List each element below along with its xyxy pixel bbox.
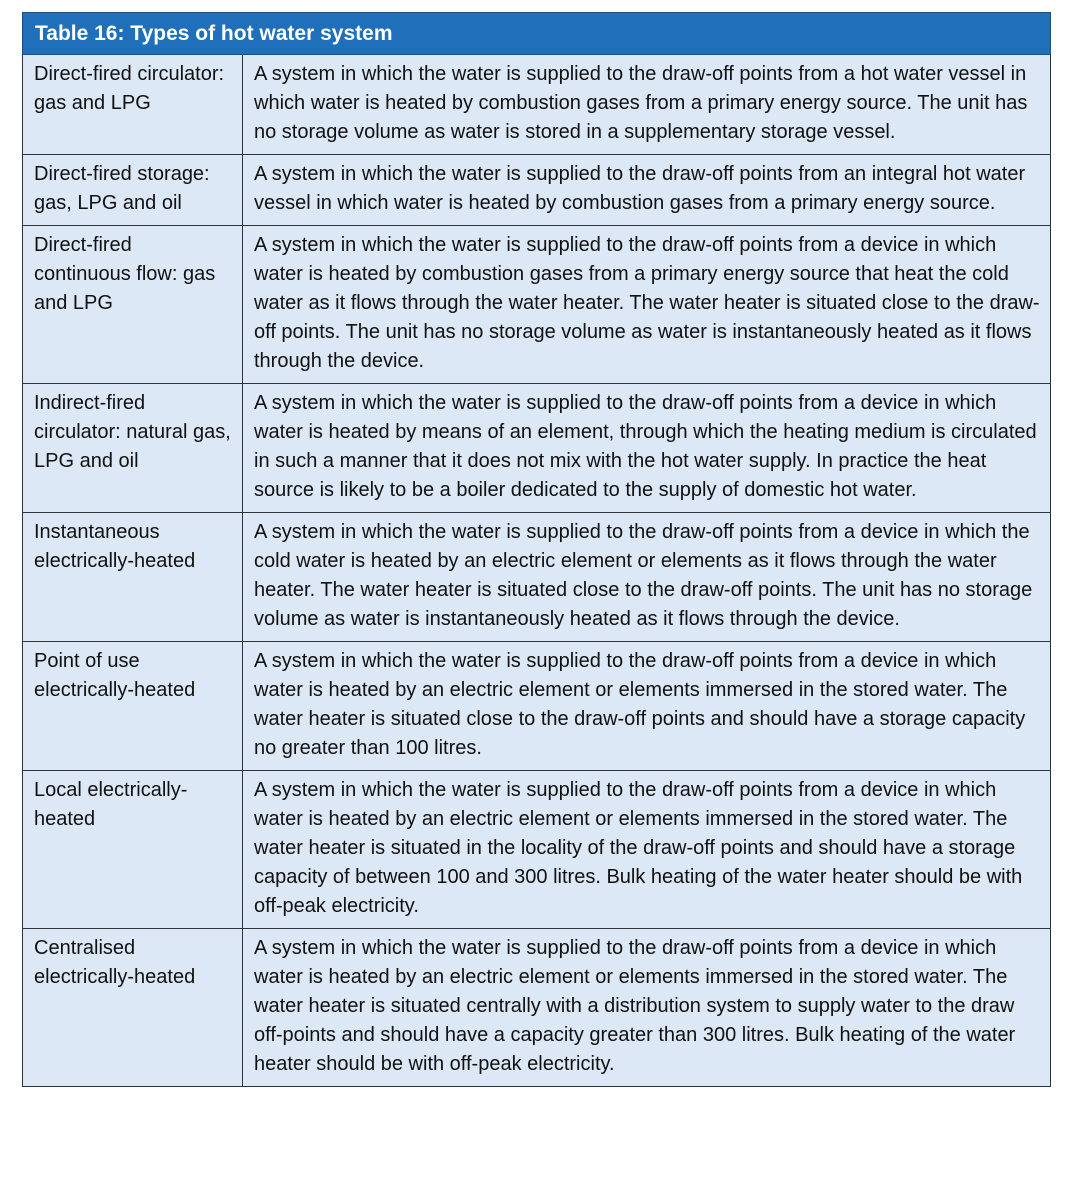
table-title-row [23, 13, 1051, 55]
table-row [23, 513, 1051, 642]
table-row [23, 642, 1051, 771]
hot-water-systems-table [22, 12, 1051, 1087]
system-description-cell: A system in which the water is supplied to the draw-off points from a device in which water is heated by an electric element or elements immersed in the stored water. The water heater is situated in the locality of the draw-off points and should have a storage capacity of between 100 and 300 litres. Bulk heating of the water heater should be with off-peak electricity. [243, 771, 1051, 929]
table-row [23, 771, 1051, 929]
system-type-cell: Direct-fired continuous flow: gas and LPG [23, 226, 243, 384]
system-type-cell: Local electrically-heated [23, 771, 243, 929]
system-description-cell: A system in which the water is supplied to the draw-off points from a hot water vessel in which water is heated by combustion gases from a primary energy source. The unit has no storage volume as water is stored in a supplementary storage vessel. [243, 55, 1051, 155]
system-description-cell: A system in which the water is supplied to the draw-off points from a device in which water is heated by an electric element or elements immersed in the stored water. The water heater is situated centrally with a distribution system to supply water to the draw off-points and should have a capacity greater than 300 litres. Bulk heating of the water heater should be with off-peak electricity. [243, 929, 1051, 1087]
table-row [23, 55, 1051, 155]
system-description-cell: A system in which the water is supplied to the draw-off points from a device in which water is heated by an electric element or elements immersed in the stored water. The water heater is situated close to the draw-off points and should have a storage capacity no greater than 100 litres. [243, 642, 1051, 771]
table-title: Table 16: Types of hot water system [23, 13, 1051, 55]
system-type-cell: Instantaneous electrically-heated [23, 513, 243, 642]
system-type-cell: Direct-fired storage: gas, LPG and oil [23, 155, 243, 226]
table-row [23, 155, 1051, 226]
system-type-cell: Indirect-fired circulator: natural gas, LPG and oil [23, 384, 243, 513]
table-row [23, 226, 1051, 384]
system-description-cell: A system in which the water is supplied to the draw-off points from a device in which water is heated by means of an element, through which the heating medium is circulated in such a manner that it does not mix with the hot water supply. In practice the heat source is likely to be a boiler dedicated to the supply of domestic hot water. [243, 384, 1051, 513]
system-description-cell: A system in which the water is supplied to the draw-off points from a device in which water is heated by combustion gases from a primary energy source that heat the cold water as it flows through the water heater. The water heater is situated close to the draw-off points. The unit has no storage volume as water is instantaneously heated as it flows through the device. [243, 226, 1051, 384]
system-type-cell: Direct-fired circulator: gas and LPG [23, 55, 243, 155]
system-description-cell: A system in which the water is supplied to the draw-off points from a device in which the cold water is heated by an electric element or elements as it flows through the water heater. The water heater is situated close to the draw-off points. The unit has no storage volume as water is instantaneously heated as it flows through the device. [243, 513, 1051, 642]
system-type-cell: Point of use electrically-heated [23, 642, 243, 771]
system-type-cell: Centralised electrically-heated [23, 929, 243, 1087]
table-row [23, 384, 1051, 513]
system-description-cell: A system in which the water is supplied to the draw-off points from an integral hot water vessel in which water is heated by combustion gases from a primary energy source. [243, 155, 1051, 226]
table-row [23, 929, 1051, 1087]
